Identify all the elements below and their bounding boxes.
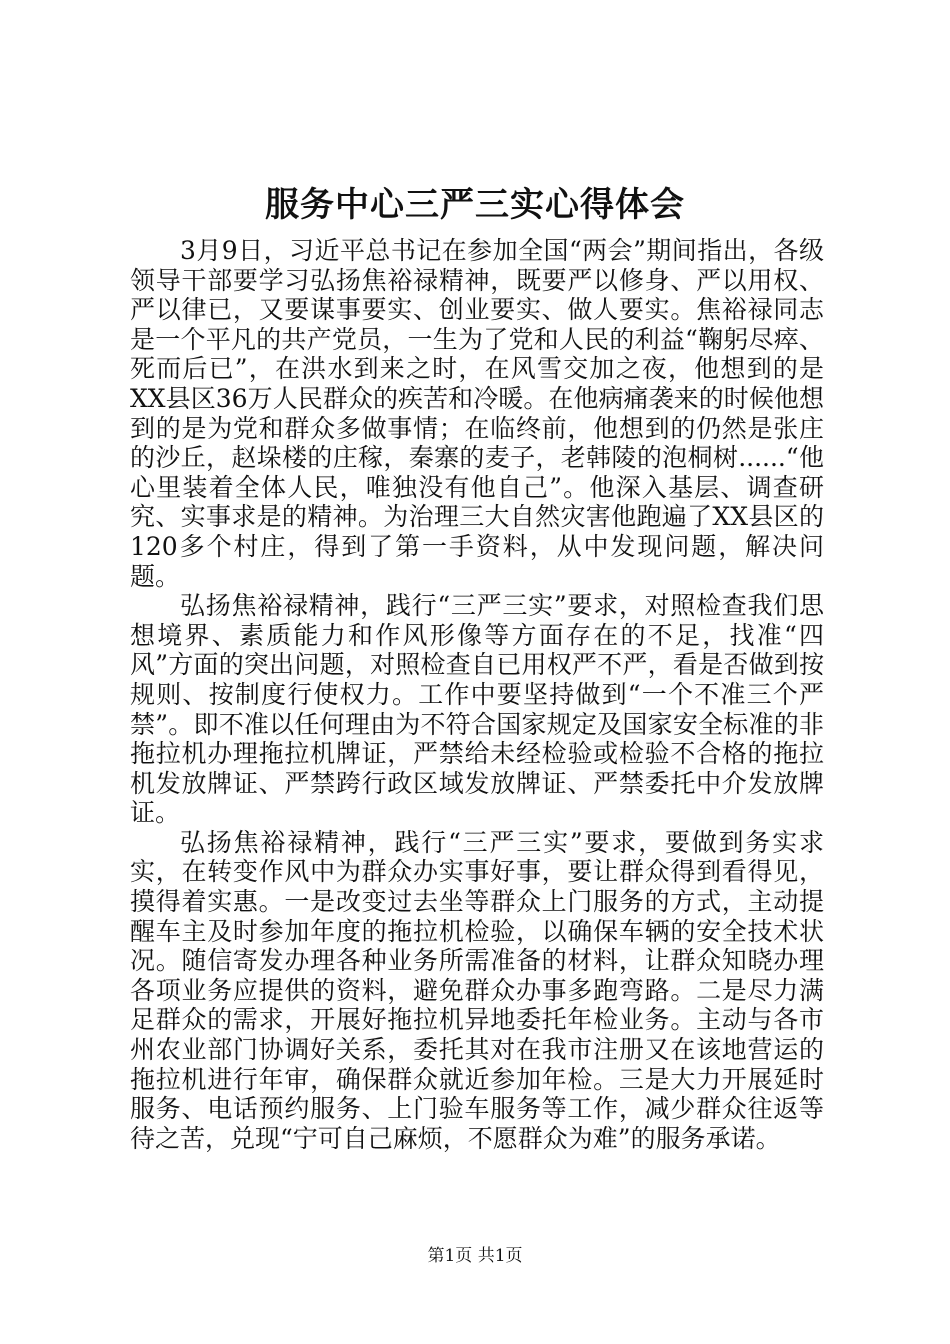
document-title: 服务中心三严三实心得体会 bbox=[265, 185, 685, 225]
document-body bbox=[130, 236, 824, 1153]
paragraph-3: 弘扬焦裕禄精神，践行“三严三实”要求，要做到务实求实，在转变作风中为群众办实事好事，要让群众得到看得见，摸得着实惠。一是改变过去坐等群众上门服务的方式，主动提醒车主及时参加年度的拖拉机检验，以确保车辆的安全技术状况。随信寄发办理各种业务所需准备的材料，让群众知晓办理各项业务应提供的资料，避免群众办事多跑弯路。二是尽力满足群众的需求，开展好拖拉机异地委托年检业务。主动与各市州农业部门协调好关系，委托其对在我市注册又在该地营运的拖拉机进行年审，确保群众就近参加年检。三是大力开展延时服务、电话预约服务、上门验车服务等工作，减少群众往返等待之苦，兑现“宁可自己麻烦，不愿群众为难”的服务承诺。 bbox=[130, 827, 824, 1153]
paragraph-2: 弘扬焦裕禄精神，践行“三严三实”要求，对照检查我们思想境界、素质能力和作风形像等方面存在的不足，找准“四风”方面的突出问题，对照检查自已用权严不严，看是否做到按规则、按制度行使权力。工作中要坚持做到“一个不准三个严禁”。即不准以任何理由为不符合国家规定及国家安全标准的非拖拉机办理拖拉机牌证，严禁给未经检验或检验不合格的拖拉机发放牌证、严禁跨行政区域发放牌证、严禁委托中介发放牌证。 bbox=[130, 591, 824, 828]
page-footer: 第1页 共1页 bbox=[427, 1246, 523, 1266]
paragraph-1: 3月9日，习近平总书记在参加全国“两会”期间指出，各级领导干部要学习弘扬焦裕禄精神，既要严以修身、严以用权、严以律已，又要谋事要实、创业要实、做人要实。焦裕禄同志是一个平凡的共产党员，一生为了党和人民的利益“鞠躬尽瘁、死而后已”，在洪水到来之时，在风雪交加之夜，他想到的是XX县区36万人民群众的疾苦和冷暖。在他病痛袭来的时候他想到的是为党和群众多做事情；在临终前，他想到的仍然是张庄的沙丘，赵垛楼的庄稼，秦寨的麦子，老韩陵的泡桐树......“他心里装着全体人民，唯独没有他自己”。他深入基层、调查研究、实事求是的精神。为治理三大自然灾害他跑遍了XX县区的120多个村庄，得到了第一手资料，从中发现问题，解决问题。 bbox=[130, 236, 824, 591]
